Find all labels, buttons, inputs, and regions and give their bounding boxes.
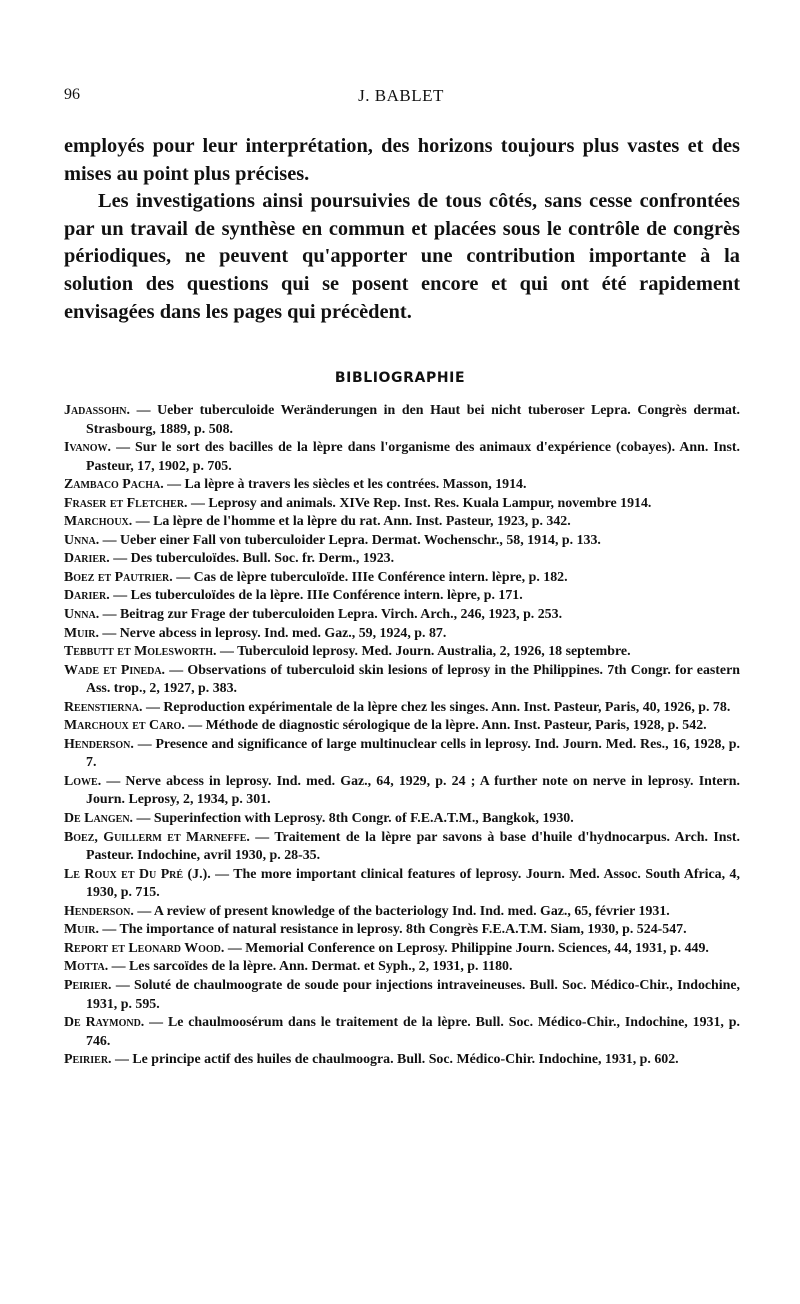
bibliography-entry [64,810,740,829]
bibliography-entry [64,569,740,588]
entry-citation: — Leprosy and animals. XIVe Rep. Inst. Res. Kuala Lampur, novembre 1914. [187,495,652,511]
entry-author: Ivanow. [64,440,112,456]
entry-citation: — Méthode de diagnostic sérologique de la lèpre. Ann. Inst. Pasteur, Paris, 1928, p. 542. [184,718,707,734]
entry-citation: — Cas de lèpre tuberculoïde. IIIe Conférence intern. lèpre, p. 182. [172,569,568,585]
entry-author: Jadassohn. [64,403,130,418]
entry-citation: — Ueber einer Fall von tuberculoider Lepra. Dermat. Wochenschr., 58, 1914, p. 133. [99,532,601,548]
entry-author: Peirier. [64,1052,112,1068]
bibliography-entry [64,829,740,866]
entry-author: Unna. [64,607,100,623]
bibliography-title: BIBLIOGRAPHIE [334,370,466,386]
entry-author: Wade et Pineda. [64,662,166,678]
entry-citation: — Le chaulmoosérum dans le traitement de la lèpre. Bull. Soc. Médico-Chir., Indochine, 1931, p. 746. [86,1015,740,1049]
entry-author: Report et Leonard Wood. [64,940,225,956]
paragraph: employés pour leur interprétation, des horizons toujours plus vastes et des mises au point plus précises. [64,135,740,185]
bibliography-entry [64,940,740,959]
entry-citation: — Les sarcoïdes de la lèpre. Ann. Dermat. et Syph., 2, 1931, p. 1180. [108,959,513,975]
body-text [64,133,740,326]
entry-citation: — Traitement de la lèpre par savons à base d'huile d'hydnocarpus. Arch. Inst. Pasteur. Indochine, avril 1930, p. 28-35. [86,829,740,864]
entry-author: Zambaco Pacha. [64,477,164,493]
paragraph: Les investigations ainsi poursuivies de tous côtés, sans cesse confrontées par un travail de synthèse en commun et placées sous le contrôle de congrès périodiques, ne peuvent qu'apporter une contribution importante à la solution des questions qui se posent encore et qui ont été rapidement envisagées dans les pages qui précèdent. [64,190,740,323]
entry-author: Darier. [64,588,110,604]
entry-citation: — La lèpre de l'homme et la lèpre du rat. Ann. Inst. Pasteur, 1923, p. 342. [132,514,571,530]
bibliography-entry [64,625,740,644]
entry-citation: — Nerve abcess in leprosy. Ind. med. Gaz., 64, 1929, p. 24 ; A further note on nerve in leprosy. Intern. Journ. Leprosy, 2, 1934, p. 301. [86,773,740,808]
entry-author: Darier. [64,551,110,567]
entry-citation: — Sur le sort des bacilles de la lèpre dans l'organisme des animaux d'expérience (cobayes). Ann. Inst. Pasteur, 17, 1902, p. 705. [86,440,740,474]
entry-citation: — Les tuberculoïdes de la lèpre. IIIe Conférence intern. lèpre, p. 171. [109,588,523,604]
entry-author: Henderson. [64,736,134,752]
bibliography-entry [64,476,740,495]
bibliography-entry [64,699,740,718]
entry-citation: — Presence and significance of large multinuclear cells in leprosy. Ind. Journ. Med. Res., 16, 1928, p. 7. [86,736,740,771]
entry-citation: — Reproduction expérimentale de la lèpre chez les singes. Ann. Inst. Pasteur, Paris, 40, 1926, p. 78. [142,699,731,715]
entry-author: Muir. [64,922,99,938]
entry-author: Tebbutt et Molesworth. [64,644,217,660]
entry-citation: — The more important clinical features of leprosy. Journ. Med. Assoc. South Africa, 4, 1930, p. 715. [86,866,740,901]
entry-citation: — Le principe actif des huiles de chaulmoogra. Bull. Soc. Médico-Chir. Indochine, 1931, p. 602. [111,1052,679,1068]
entry-author: Motta. [64,959,109,975]
entry-citation: — Beitrag zur Frage der tuberculoiden Lepra. Virch. Arch., 246, 1923, p. 253. [99,607,563,623]
entry-author: Boez et Pautrier. [64,569,173,585]
entry-citation: — Soluté de chaulmoograte de soude pour injections intraveineuses. Bull. Soc. Médico-Chir., Indochine, 1931, p. 595. [86,977,740,1012]
entry-author: De Raymond. [64,1015,145,1031]
bibliography-entry [64,587,740,606]
bibliography-entry [64,495,740,514]
entry-author: Lowe. [64,773,102,789]
entry-author: Boez, Guillerm et Marneffe. [64,829,250,845]
entry-author: Marchoux. [64,514,133,530]
entry-citation: — Nerve abcess in leprosy. Ind. med. Gaz., 59, 1924, p. 87. [98,625,447,641]
page-header [64,86,738,110]
entry-author: Fraser et Fletcher. [64,495,188,511]
entry-author: Marchoux et Caro. [64,718,185,734]
entry-author: Peirier. [64,977,112,993]
entry-author: Henderson. [64,903,134,919]
bibliography-entry [64,717,740,736]
entry-author: De Langen. [64,811,134,827]
entry-author: Unna. [64,532,100,548]
bibliography-entry [64,1051,740,1070]
bibliography-entry [64,513,740,532]
bibliography-entry [64,1014,740,1051]
bibliography-entry [64,662,740,699]
bibliography-entry [64,550,740,569]
entry-citation: — La lèpre à travers les siècles et les contrées. Masson, 1914. [163,477,527,493]
bibliography-entry [64,773,740,810]
bibliography-entry [64,866,740,903]
entry-author: Muir. [64,625,99,641]
bibliography-entry [64,643,740,662]
entry-citation: — Observations of tuberculoid skin lesions of leprosy in the Philippines. 7th Congr. for eastern Ass. trop., 2, 1927, p. 383. [86,662,740,697]
entry-citation: — Ueber tuberculoide Weränderungen in den Haut bei nicht tuberoser Lepra. Congrès dermat. Strasbourg, 1889, p. 508. [86,403,740,437]
entry-citation: — Tuberculoid leprosy. Med. Journ. Australia, 2, 1926, 18 septembre. [216,644,631,660]
bibliography-entry [64,439,740,476]
entry-author: Reenstierna. [64,699,143,715]
entry-citation: — Superinfection with Leprosy. 8th Congr. of F.E.A.T.M., Bangkok, 1930. [133,811,574,827]
bibliography-entry [64,977,740,1014]
bibliography-list [64,402,740,1070]
bibliography-entry [64,958,740,977]
entry-citation: — The importance of natural resistance in leprosy. 8th Congrès F.E.A.T.M. Siam, 1930, p. 524-547. [98,922,687,938]
bibliography-entry [64,532,740,551]
entry-citation: — A review of present knowledge of the bacteriology Ind. Ind. med. Gaz., 65, février 1931. [133,903,670,919]
bibliography-entry [64,903,740,922]
entry-author: Le Roux et Du Pré (J.). [64,866,211,882]
bibliography-entry [64,402,740,439]
running-head: J. BABLET [358,86,444,105]
bibliography-entry [64,921,740,940]
bibliography-entry [64,606,740,625]
entry-citation: — Des tuberculoïdes. Bull. Soc. fr. Derm., 1923. [109,551,395,567]
bibliography-entry [64,736,740,773]
page-number: 96 [64,86,80,103]
entry-citation: — Memorial Conference on Leprosy. Philippine Journ. Sciences, 44, 1931, p. 449. [224,940,709,956]
